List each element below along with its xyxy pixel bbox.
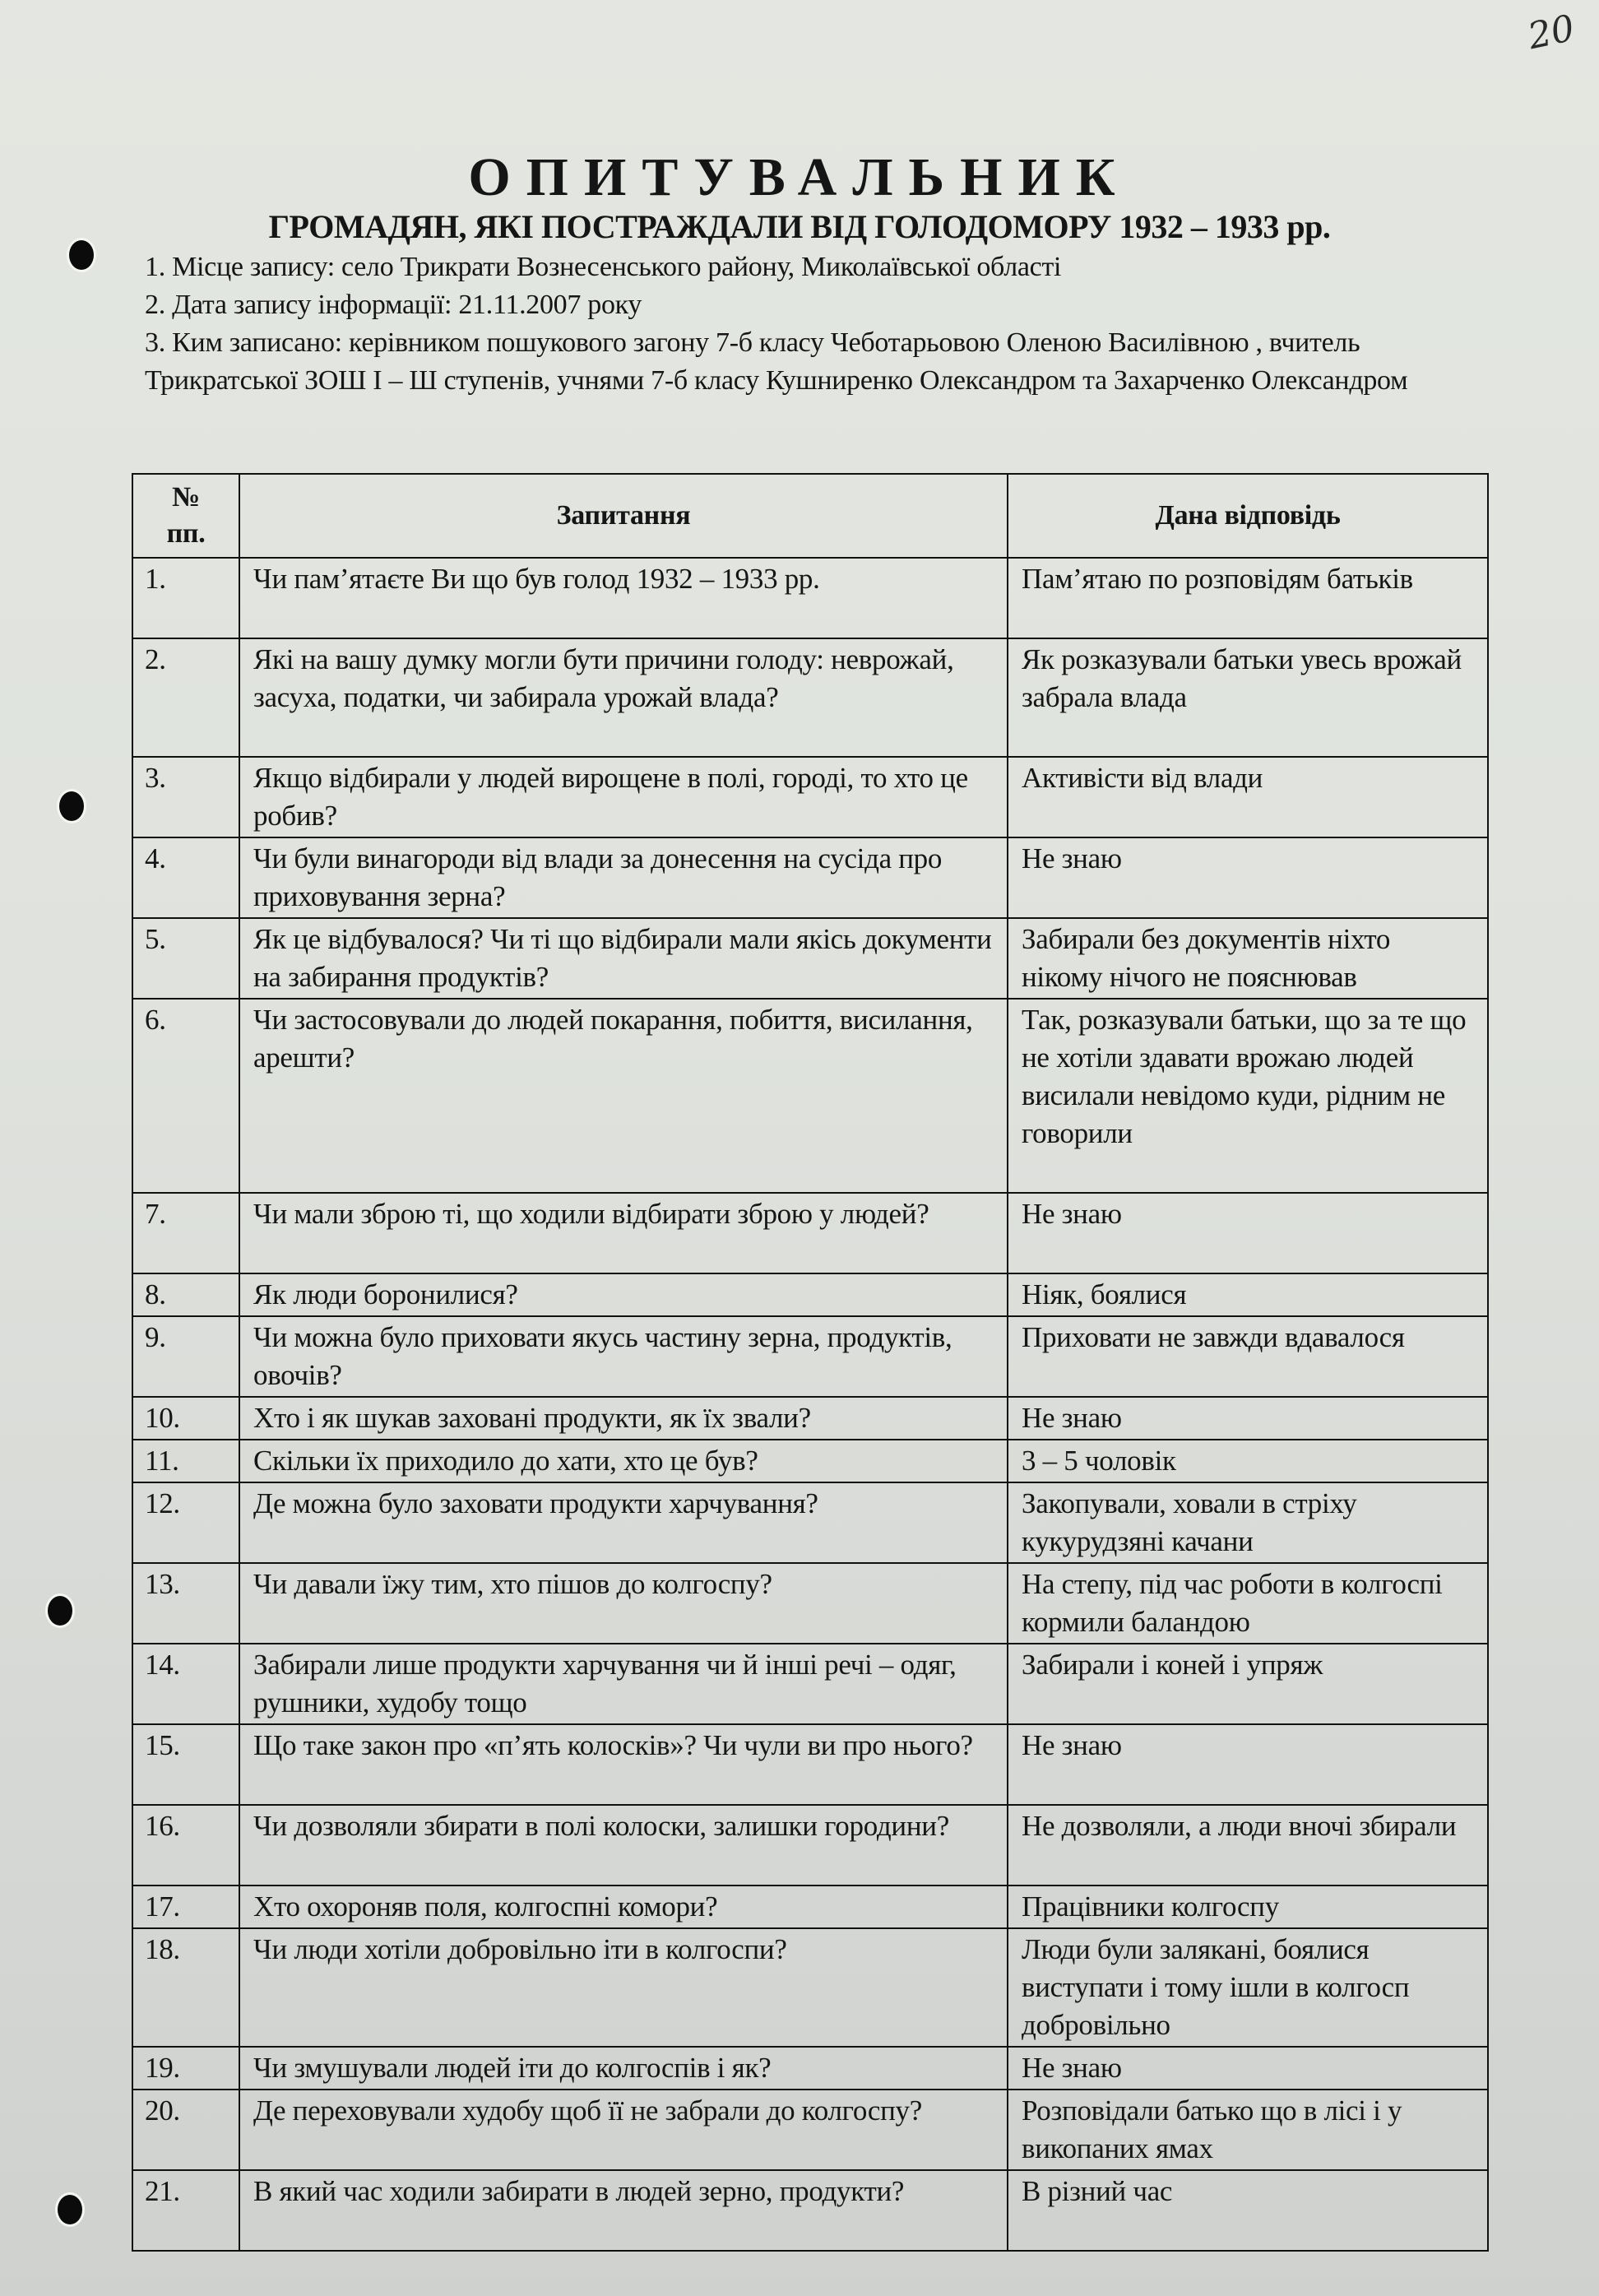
row-question: Чи застосовували до людей покарання, побиття, висилання, арешти? (239, 999, 1008, 1193)
row-question: Хто і як шукав заховані продукти, як їх звали? (239, 1397, 1008, 1440)
record-place: 1. Місце запису: село Трикрати Вознесенського району, Миколаївської області (145, 252, 1062, 282)
table-row (132, 1724, 1488, 1805)
row-number: 7. (132, 1193, 239, 1273)
row-answer: Не знаю (1008, 1193, 1488, 1273)
table-body (132, 558, 1488, 2251)
table-row (132, 2047, 1488, 2090)
row-number: 3. (132, 757, 239, 837)
row-question: Чи змушували людей іти до колгоспів і як? (239, 2047, 1008, 2090)
row-answer: Не знаю (1008, 2047, 1488, 2090)
row-answer: Не знаю (1008, 1397, 1488, 1440)
row-question: Як люди боронилися? (239, 1273, 1008, 1316)
row-question: В який час ходили забирати в людей зерно, продукти? (239, 2170, 1008, 2251)
row-answer: Пам’ятаю по розповідям батьків (1008, 558, 1488, 638)
row-question: Де переховували худобу щоб її не забрали до колгоспу? (239, 2090, 1008, 2170)
row-answer: Так, розказували батьки, що за те що не хотіли здавати врожаю людей висилали невідомо куди, рідним не говорили (1008, 999, 1488, 1193)
row-question: Хто охороняв поля, колгоспні комори? (239, 1886, 1008, 1928)
row-number: 2. (132, 638, 239, 757)
row-number: 1. (132, 558, 239, 638)
table-row (132, 1273, 1488, 1316)
row-number: 20. (132, 2090, 239, 2170)
row-number: 14. (132, 1644, 239, 1724)
table-row (132, 1563, 1488, 1644)
table-row (132, 1482, 1488, 1563)
row-number: 6. (132, 999, 239, 1193)
row-question: Що таке закон про «п’ять колосків»? Чи чули ви про нього? (239, 1724, 1008, 1805)
punch-hole-icon (58, 2195, 82, 2224)
table-row (132, 1193, 1488, 1273)
row-answer: Закопували, ховали в стріху кукурудзяні качани (1008, 1482, 1488, 1563)
punch-hole-icon (48, 1596, 72, 1626)
table-row (132, 558, 1488, 638)
punch-hole-icon (59, 791, 84, 821)
row-answer: Забирали без документів ніхто нікому нічого не пояснював (1008, 918, 1488, 999)
row-question: Чи дозволяли збирати в полі колоски, залишки городини? (239, 1805, 1008, 1886)
row-answer: Приховати не завжди вдавалося (1008, 1316, 1488, 1397)
row-answer: Не дозволяли, а люди вночі збирали (1008, 1805, 1488, 1886)
record-date: 2. Дата запису інформації: 21.11.2007 року (145, 290, 642, 320)
row-number: 10. (132, 1397, 239, 1440)
table-header-row (132, 474, 1488, 558)
table-row (132, 1928, 1488, 2047)
row-question: Які на вашу думку могли бути причини голоду: неврожай, засуха, податки, чи забирала урожай влада? (239, 638, 1008, 757)
table-row (132, 1886, 1488, 1928)
row-number: 9. (132, 1316, 239, 1397)
survey-table (132, 473, 1489, 2252)
row-answer: Активісти від влади (1008, 757, 1488, 837)
row-number: 8. (132, 1273, 239, 1316)
row-question: Якщо відбирали у людей вирощене в полі, городі, то хто це робив? (239, 757, 1008, 837)
row-number: 12. (132, 1482, 239, 1563)
table-row (132, 1805, 1488, 1886)
table-row (132, 918, 1488, 999)
row-number: 15. (132, 1724, 239, 1805)
row-number: 19. (132, 2047, 239, 2090)
row-question: Чи можна було приховати якусь частину зерна, продуктів, овочів? (239, 1316, 1008, 1397)
row-question: Як це відбувалося? Чи ті що відбирали мали якісь документи на забирання продуктів? (239, 918, 1008, 999)
row-answer: Не знаю (1008, 837, 1488, 918)
row-answer: 3 – 5 чоловік (1008, 1440, 1488, 1482)
row-number: 21. (132, 2170, 239, 2251)
row-question: Чи мали зброю ті, що ходили відбирати зброю у людей? (239, 1193, 1008, 1273)
table-row (132, 837, 1488, 918)
row-number: 17. (132, 1886, 239, 1928)
row-answer: Як розказували батьки увесь врожай забрала влада (1008, 638, 1488, 757)
table-row (132, 757, 1488, 837)
row-question: Де можна було заховати продукти харчування? (239, 1482, 1008, 1563)
row-answer: Не знаю (1008, 1724, 1488, 1805)
row-question: Чи давали їжу тим, хто пішов до колгоспу? (239, 1563, 1008, 1644)
table-row (132, 1440, 1488, 1482)
header-number-symbol: № (172, 482, 200, 513)
row-answer: В різний час (1008, 2170, 1488, 2251)
row-answer: Ніяк, боялися (1008, 1273, 1488, 1316)
table-row (132, 1644, 1488, 1724)
table-row (132, 2170, 1488, 2251)
document-subtitle: ГРОМАДЯН, ЯКІ ПОСТРАЖДАЛИ ВІД ГОЛОДОМОРУ 1932 – 1933 рр. (268, 208, 1331, 245)
row-question: Скільки їх приходило до хати, хто це був? (239, 1440, 1008, 1482)
record-metadata (145, 248, 1510, 400)
document-title: ОПИТУВАЛЬНИК (468, 147, 1131, 207)
record-author: 3. Ким записано: керівником пошукового загону 7-б класу Чеботарьовою Оленою Василівною , вчитель Трикратської ЗОШ І – Ш ступенів, учнями 7-б класу Кушниренко Олександром та Захарченко Олександром (145, 327, 1408, 396)
table-row (132, 1397, 1488, 1440)
table-row (132, 638, 1488, 757)
row-answer: Розповідали батько що в лісі і у викопаних ямах (1008, 2090, 1488, 2170)
row-question: Забирали лише продукти харчування чи й інші речі – одяг, рушники, худобу тощо (239, 1644, 1008, 1724)
table-row (132, 1316, 1488, 1397)
header-question: Запитання (239, 474, 1008, 558)
header-answer: Дана відповідь (1008, 474, 1488, 558)
header-number-abbr: пп. (166, 518, 206, 549)
row-question: Чи пам’ятаєте Ви що був голод 1932 – 1933 рр. (239, 558, 1008, 638)
row-number: 18. (132, 1928, 239, 2047)
row-question: Чи були винагороди від влади за донесення на сусіда про приховування зерна? (239, 837, 1008, 918)
row-number: 5. (132, 918, 239, 999)
row-answer: Працівники колгоспу (1008, 1886, 1488, 1928)
row-answer: Забирали і коней і упряж (1008, 1644, 1488, 1724)
header-number (132, 474, 239, 558)
row-number: 13. (132, 1563, 239, 1644)
row-question: Чи люди хотіли добровільно іти в колгоспи? (239, 1928, 1008, 2047)
row-number: 16. (132, 1805, 239, 1886)
row-number: 4. (132, 837, 239, 918)
row-answer: На степу, під час роботи в колгоспі кормили баландою (1008, 1563, 1488, 1644)
row-answer: Люди були залякані, боялися виступати і тому ішли в колгосп добровільно (1008, 1928, 1488, 2047)
row-number: 11. (132, 1440, 239, 1482)
table-row (132, 999, 1488, 1193)
handwritten-page-number: 20 (1524, 7, 1578, 58)
table-row (132, 2090, 1488, 2170)
